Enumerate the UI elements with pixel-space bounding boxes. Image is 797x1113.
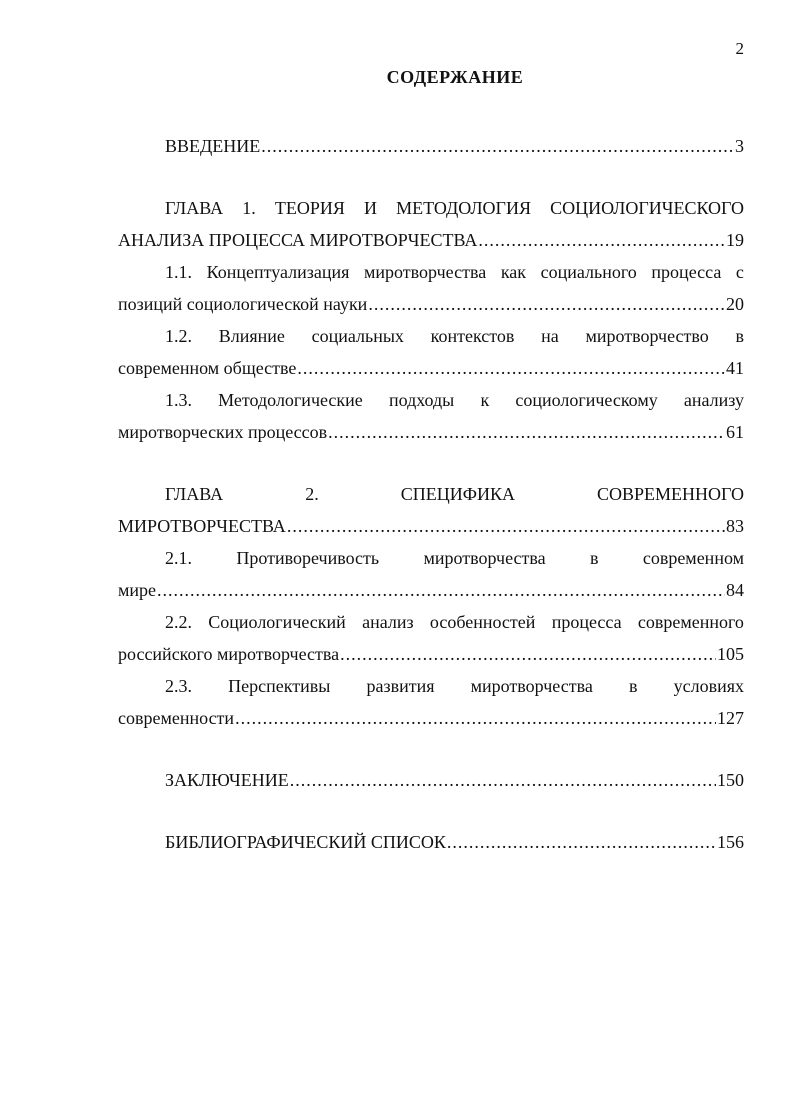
toc-entry-introduction[interactable] bbox=[118, 130, 744, 162]
table-of-contents bbox=[118, 130, 744, 858]
chapter-heading-line: ГЛАВА 2. СПЕЦИФИКА СОВРЕМЕННОГО bbox=[165, 484, 744, 504]
toc-entry-text: российского миротворчества bbox=[118, 644, 340, 664]
toc-entry-section-1-3[interactable]: 1.3. Методологические подходы к социологическому анализу миротворческих процессов ..... 61 bbox=[118, 384, 744, 448]
toc-entry-chapter-2[interactable] bbox=[118, 478, 744, 542]
toc-entry-section-2-3[interactable]: 2.3. Перспективы развития миротворчества в условиях современности ..... 127 bbox=[118, 670, 744, 734]
toc-entry-text: ВВЕДЕНИЕ bbox=[165, 136, 261, 156]
toc-page-number: 84 bbox=[726, 580, 744, 600]
dot-leader bbox=[328, 416, 725, 448]
toc-entry-text: мире bbox=[118, 580, 157, 600]
dot-leader bbox=[340, 638, 716, 670]
toc-page-number: 19 bbox=[726, 230, 744, 250]
toc-entry-text: БИБЛИОГРАФИЧЕСКИЙ СПИСОК bbox=[165, 832, 446, 852]
toc-entry-conclusion[interactable] bbox=[118, 764, 744, 796]
toc-page-number: 20 bbox=[726, 294, 744, 314]
dot-leader bbox=[447, 826, 716, 858]
dot-leader bbox=[297, 352, 725, 384]
page-number: 2 bbox=[735, 39, 744, 58]
toc-entry-text: современности bbox=[118, 708, 235, 728]
toc-page-number: 127 bbox=[717, 708, 744, 728]
chapter-heading-line: ГЛАВА 1. ТЕОРИЯ И МЕТОДОЛОГИЯ СОЦИОЛОГИЧЕСКОГО bbox=[165, 198, 744, 218]
dot-leader bbox=[287, 510, 725, 542]
toc-entry-text: позиций социологической науки bbox=[118, 294, 368, 314]
toc-entry-text: миротворческих процессов bbox=[118, 422, 328, 442]
toc-entry-section-2-2[interactable]: 2.2. Социологический анализ особенностей процесса современного российского миротворчества ..... 105 bbox=[118, 606, 744, 670]
dot-leader bbox=[261, 130, 734, 162]
toc-entry-section-1-1[interactable]: 1.1. Концептуализация миротворчества как социального процесса с позиций социологической науки ..... 20 bbox=[118, 256, 744, 320]
toc-entry-text: АНАЛИЗА ПРОЦЕССА МИРОТВОРЧЕСТВА bbox=[118, 230, 478, 250]
dot-leader bbox=[368, 288, 725, 320]
toc-entry-chapter-1[interactable] bbox=[118, 192, 744, 256]
toc-page-number: 83 bbox=[726, 516, 744, 536]
toc-entry-text: ЗАКЛЮЧЕНИЕ bbox=[165, 770, 289, 790]
toc-page-number: 105 bbox=[717, 644, 744, 664]
toc-entry-section-1-2[interactable]: 1.2. Влияние социальных контекстов на миротворчество в современном обществе ..... 41 bbox=[118, 320, 744, 384]
dot-leader bbox=[235, 702, 716, 734]
toc-page-number: 41 bbox=[726, 358, 744, 378]
toc-page-number: 150 bbox=[717, 770, 744, 790]
toc-entry-bibliography[interactable] bbox=[118, 826, 744, 858]
page-title: СОДЕРЖАНИЕ bbox=[386, 67, 524, 87]
dot-leader bbox=[290, 764, 716, 796]
dot-leader bbox=[478, 224, 725, 256]
toc-entry-section-2-1[interactable]: 2.1. Противоречивость миротворчества в современном мире ..... 84 bbox=[118, 542, 744, 606]
toc-page-number: 156 bbox=[717, 832, 744, 852]
toc-page-number: 3 bbox=[735, 136, 744, 156]
toc-page-number: 61 bbox=[726, 422, 744, 442]
dot-leader bbox=[157, 574, 725, 606]
toc-entry-text: современном обществе bbox=[118, 358, 297, 378]
toc-entry-text: МИРОТВОРЧЕСТВА bbox=[118, 516, 286, 536]
